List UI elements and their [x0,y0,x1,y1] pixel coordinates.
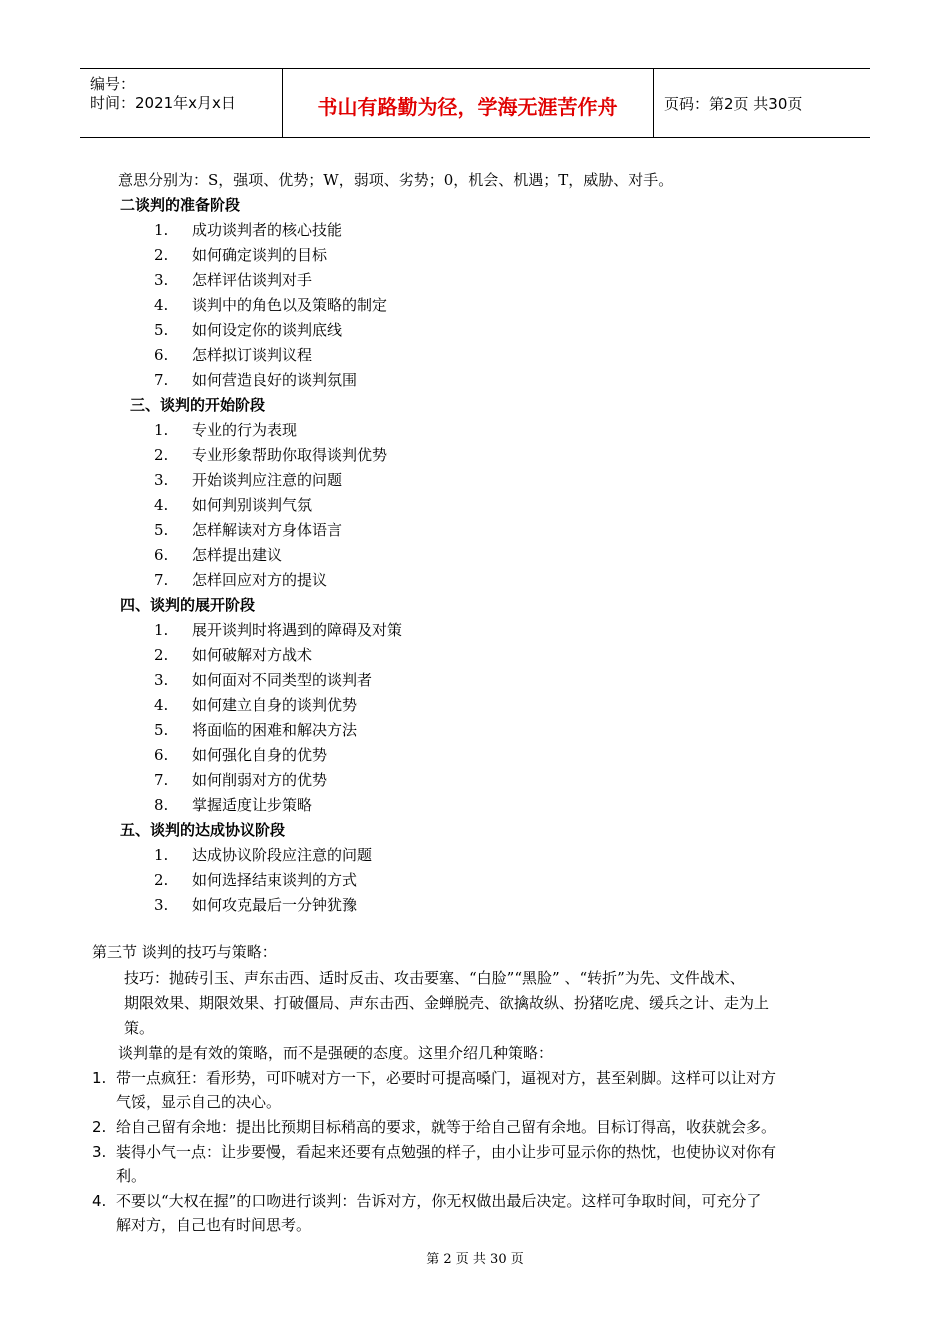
outline-item-text: 开始谈判应注意的问题 [192,471,343,489]
swot-intro: 意思分别为：S，强项、优势；W，弱项、劣势；0，机会、机遇；T，威胁、对手。 [118,171,674,189]
outline-item [154,645,312,665]
outline-item [154,770,327,790]
outline-item [154,570,327,590]
outline-item-number: 7. [154,771,169,789]
outline-item [154,520,342,540]
outline-item-number: 1. [154,621,169,639]
page-header [80,68,870,138]
outline-item-number: 3. [154,671,169,689]
document-date: 时间：2021年x月x日 [90,94,236,112]
outline-item [154,245,327,265]
outline-item [154,220,342,240]
strategy-number: 1. [92,1069,107,1087]
outline-item [154,320,342,340]
outline-section-title: 五、谈判的达成协议阶段 [120,821,286,839]
outline-section-title: 四、谈判的展开阶段 [120,596,256,614]
outline-item-text: 如何削弱对方的优势 [192,771,328,789]
outline-item-number: 3. [154,471,169,489]
strategy-number: 3. [92,1143,107,1161]
header-page-cell [654,69,870,137]
outline-item-text: 怎样拟订谈判议程 [192,346,313,364]
outline-section-title: 三、谈判的开始阶段 [130,396,266,414]
outline-item [154,870,357,890]
strategy-text: 不要以“大权在握”的口吻进行谈判：告诉对方，你无权做出最后决定。这样可争取时间，可充分了 [116,1192,762,1210]
strategy-item [92,1115,882,1139]
outline-item-text: 如何设定你的谈判底线 [192,321,343,339]
outline-item-number: 5. [154,521,169,539]
outline-item-number: 7. [154,371,169,389]
outline-item-text: 如何营造良好的谈判氛围 [192,371,358,389]
outline-item-number: 4. [154,296,169,314]
outline-item-text: 如何建立自身的谈判优势 [192,696,358,714]
outline-item-text: 如何破解对方战术 [192,646,313,664]
outline-item [154,670,372,690]
outline-item [154,495,312,515]
skills-text-line: 技巧：抛砖引玉、声东击西、适时反击、攻击要塞、“白脸”“黑脸” 、“转折”为先、文件战术、 [124,969,745,987]
outline-item [154,295,387,315]
strategy-number: 2. [92,1118,107,1136]
strategy-text: 解对方，自己也有时间思考。 [116,1216,312,1234]
outline-item-text: 如何攻克最后一分钟犹豫 [192,896,358,914]
outline-item-text: 达成协议阶段应注意的问题 [192,846,373,864]
outline-item-number: 1. [154,421,169,439]
header-page-number: 页码：第2页 共30页 [664,95,803,113]
page-footer: 第 2 页 共 30 页 [426,1252,524,1267]
outline-item-text: 如何确定谈判的目标 [192,246,328,264]
strategy-item [92,1066,882,1114]
strategy-number: 4. [92,1192,107,1210]
strategy-text: 装得小气一点：让步要慢，看起来还要有点勉强的样子，由小让步可显示你的热忱，也使协议对你有 [116,1143,777,1161]
outline-item-number: 1. [154,846,169,864]
outline-item-number: 4. [154,696,169,714]
outline-item-number: 6. [154,546,169,564]
outline-item-number: 2. [154,871,169,889]
outline-item [154,620,402,640]
outline-item-text: 谈判中的角色以及策略的制定 [192,296,388,314]
header-motto-cell [282,69,654,137]
outline-item-number: 6. [154,746,169,764]
outline-item-text: 展开谈判时将遇到的障碍及对策 [192,621,403,639]
outline-item-number: 1. [154,221,169,239]
outline-item [154,445,387,465]
outline-item [154,345,312,365]
outline-item-text: 怎样提出建议 [192,546,283,564]
outline-item [154,895,357,915]
outline-item-number: 5. [154,321,169,339]
outline-item-number: 4. [154,496,169,514]
strategy-item [92,1140,882,1188]
outline-item-text: 如何判别谈判气氛 [192,496,313,514]
outline-item-text: 掌握适度让步策略 [192,796,313,814]
outline-item-number: 5. [154,721,169,739]
skills-text-line: 期限效果、期限效果、打破僵局、声东击西、金蝉脱壳、欲擒故纵、扮猪吃虎、缓兵之计、走为上 [124,994,770,1012]
outline-item [154,795,312,815]
strategy-text: 气馁，显示自己的决心。 [116,1093,282,1111]
outline-item-number: 6. [154,346,169,364]
outline-item [154,470,342,490]
outline-item [154,720,357,740]
outline-item-text: 怎样评估谈判对手 [192,271,313,289]
outline-item-text: 如何选择结束谈判的方式 [192,871,358,889]
outline-item [154,370,357,390]
outline-item-number: 2. [154,646,169,664]
outline-item-number: 3. [154,271,169,289]
outline-item-text: 将面临的困难和解决方法 [192,721,358,739]
header-motto: 书山有路勤为径，学海无涯苦作舟 [317,95,618,119]
outline-item-number: 2. [154,246,169,264]
section-heading: 第三节 谈判的技巧与策略： [92,943,277,961]
outline-item [154,270,312,290]
outline-item-number: 3. [154,896,169,914]
strategy-text: 给自己留有余地：提出比预期目标稍高的要求，就等于给自己留有余地。目标订得高，收获就会多。 [116,1118,777,1136]
outline-item-text: 怎样回应对方的提议 [192,571,328,589]
outline-item [154,420,297,440]
outline-item [154,745,327,765]
document-number-label: 编号： [90,75,136,93]
skills-text-line: 策。 [124,1019,155,1037]
outline-item-text: 成功谈判者的核心技能 [192,221,343,239]
outline-item [154,845,372,865]
outline-item [154,695,357,715]
outline-item [154,545,282,565]
strategy-text: 利。 [116,1167,147,1185]
outline-item-number: 7. [154,571,169,589]
strategy-text: 带一点疯狂：看形势，可吓唬对方一下，必要时可提高嗓门，逼视对方，甚至剁脚。这样可以让对方 [116,1069,777,1087]
strategy-item [92,1189,882,1237]
outline-item-number: 2. [154,446,169,464]
strategy-intro: 谈判靠的是有效的策略，而不是强硬的态度。这里介绍几种策略： [118,1044,554,1062]
outline-item-number: 8. [154,796,169,814]
outline-item-text: 如何强化自身的优势 [192,746,328,764]
outline-item-text: 专业形象帮助你取得谈判优势 [192,446,388,464]
outline-section-title: 二谈判的准备阶段 [120,196,241,214]
outline-item-text: 如何面对不同类型的谈判者 [192,671,373,689]
header-info-cell [80,69,283,137]
outline-item-text: 怎样解读对方身体语言 [192,521,343,539]
outline-item-text: 专业的行为表现 [192,421,298,439]
